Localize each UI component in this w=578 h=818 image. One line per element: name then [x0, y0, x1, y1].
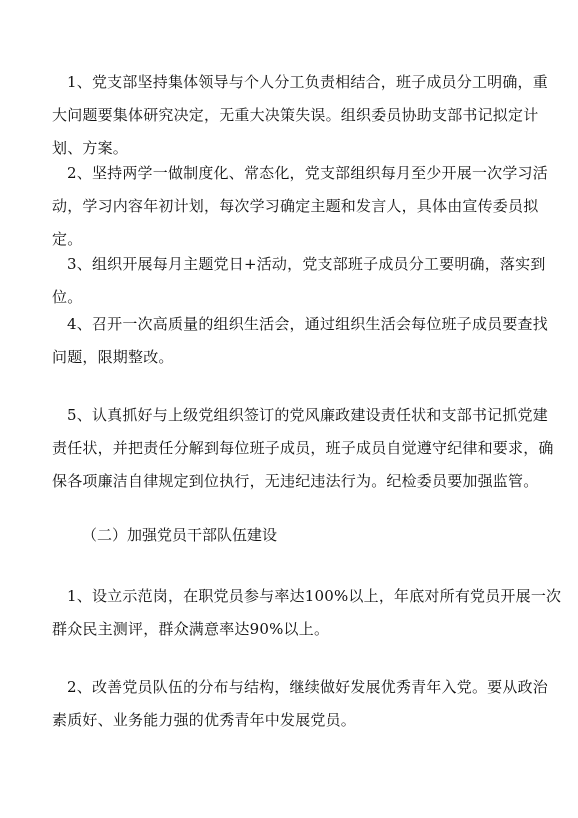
paragraph-4: 4、召开一次高质量的组织生活会，通过组织生活会每位班子成员要查找问题，限期整改。: [52, 315, 548, 366]
paragraph-1: 1、党支部坚持集体领导与个人分工负责相结合，班子成员分工明确，重大问题要集体研究决定，无重大决策失误。组织委员协助支部书记拟定计划、方案。: [52, 73, 548, 157]
section-heading: （二）加强党员干部队伍建设: [82, 526, 278, 544]
paragraph-2: 2、坚持两学一做制度化、常态化，党支部组织每月至少开展一次学习活动，学习内容年初计划，每次学习确定主题和发言人，具体由宣传委员拟定。: [52, 164, 548, 248]
paragraph-6: 1、设立示范岗，在职党员参与率达100%以上，年底对所有党员开展一次群众民主测评，群众满意率达90%以上。: [52, 587, 562, 638]
paragraph-5: 5、认真抓好与上级党组织签订的党风廉政建设责任状和支部书记抓党建责任状，并把责任分解到每位班子成员，班子成员自觉遵守纪律和要求，确保各项廉洁自律规定到位执行，无违纪违法行为。纪检委员要加强监管。: [52, 406, 554, 490]
paragraph-3: 3、组织开展每月主题党日+活动，党支部班子成员分工要明确，落实到位。: [52, 255, 546, 306]
paragraph-7: 2、改善党员队伍的分布与结构，继续做好发展优秀青年入党。要从政治素质好、业务能力强的优秀青年中发展党员。: [52, 678, 548, 729]
